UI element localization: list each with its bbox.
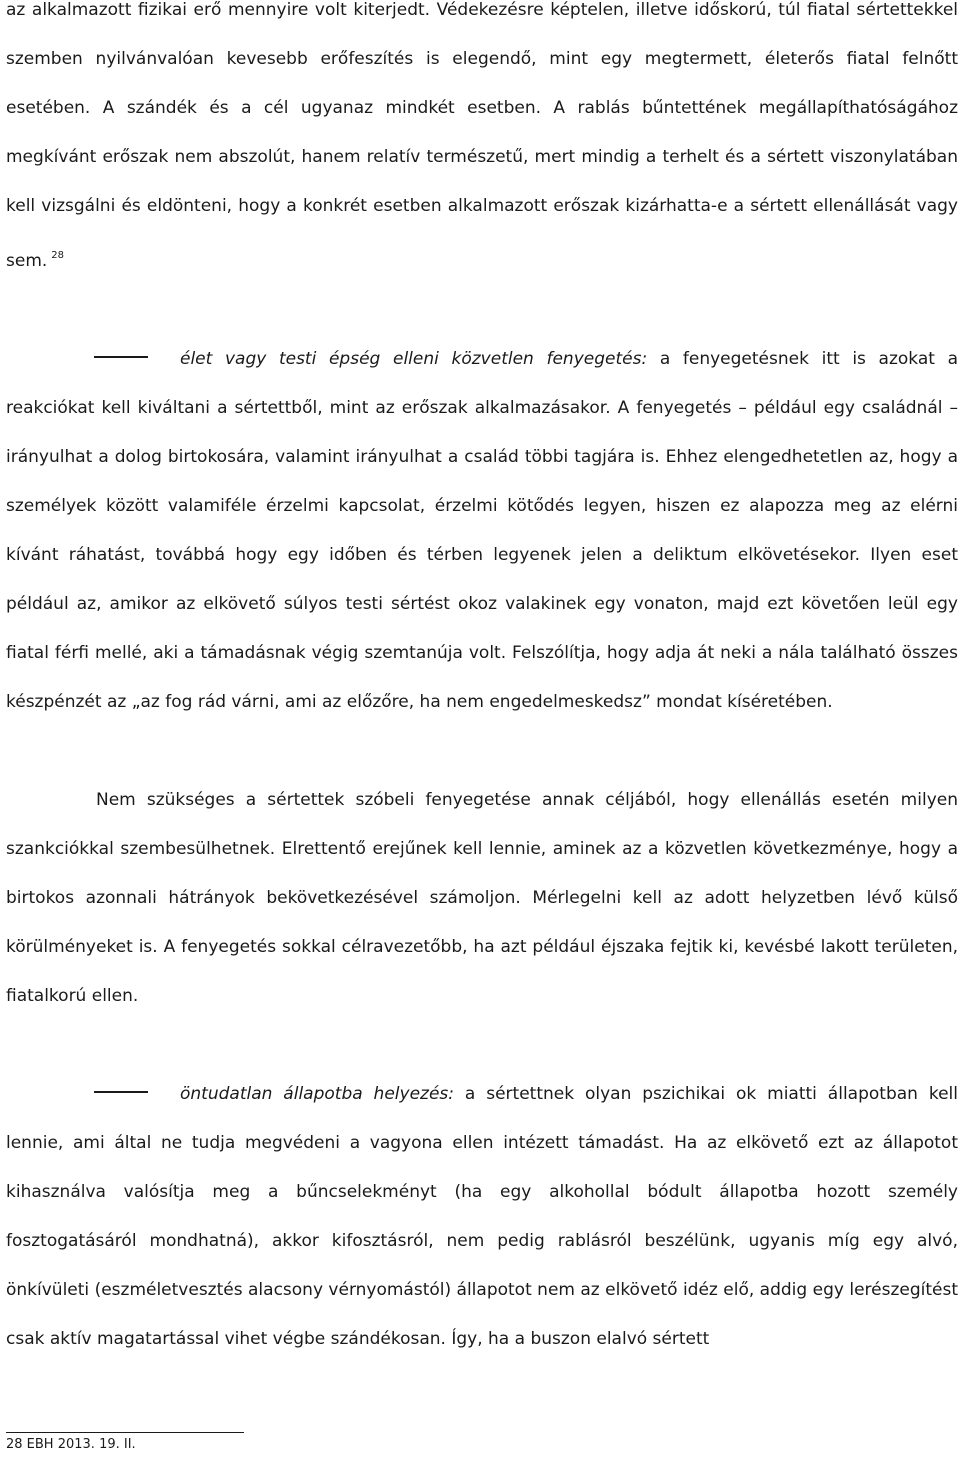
- list-item-threat: [6, 335, 958, 727]
- footnote-reference: 28: [51, 250, 65, 261]
- paragraph-force-text: az alkalmazott fizikai erő mennyire volt kiterjedt. Védekezésre képtelen, illetve időskorú, túl fiatal sértettekkel szemben nyilvánvalóan kevesebb erőfeszítés is elegendő, mint egy megtermett, életerős fiatal felnőtt esetében. A szándék és a cél ugyanaz mindkét esetben. A rablás bűntettének megállapíthatóságához megkívánt erőszak nem abszolút, hanem relatív természetű, mert mindig a terhelt és a sértett viszonylatában kell vizsgálni és eldönteni, hogy a konkrét esetben alkalmazott erőszak kizárhatta-e a sértett ellenállását vagy sem.: [6, 0, 958, 271]
- em-dash-bullet: [94, 1091, 148, 1093]
- list-item-unconscious-term: öntudatlan állapotba helyezés:: [180, 1084, 455, 1104]
- footnote-divider: [6, 1432, 244, 1433]
- document-page: [6, 0, 958, 1364]
- list-item-unconscious-text: a sértettnek olyan pszichikai ok miatti állapotban kell lennie, ami által ne tudja megvédeni a vagyona ellen intézett támadást. Ha az elkövető ezt az állapotot kihasználva valósítja meg a bűncselekményt (ha egy alkohollal bódult állapotba hozott személy fosztogatásáról mondhatná), akkor kifosztásról, nem pedig rablásról beszélünk, ugyanis míg egy alvó, önkívületi (eszméletvesztés alacsony vérnyomástól) állapotot nem az elkövető idéz elő, addig egy lerészegítést csak aktív magatartással vihet végbe szándékosan. Így, ha a buszon elalvó sértett: [6, 1084, 958, 1349]
- list-item-threat-text: a fenyegetésnek itt is azokat a reakciókat kell kiváltani a sértettből, mint az erőszak alkalmazásakor. A fenyegetés – például egy családnál – irányulhat a dolog birtokosára, valamint irányulhat a család többi tagjára is. Ehhez elengedhetetlen az, hogy a személyek között valamiféle érzelmi kapcsolat, érzelmi kötődés legyen, hiszen ez alapozza meg az elérni kívánt ráhatást, továbbá hogy egy időben és térben legyenek jelen a deliktum elkövetésekor. Ilyen eset például az, amikor az elkövető súlyos testi sértést okoz valakinek egy vonaton, majd ezt követően leül egy fiatal férfi mellé, aki a támadásnak végig szemtanúja volt. Felszólítja, hogy adja át neki a nála található összes készpénzét az „az fog rád várni, ami az előzőre, ha nem engedelmeskedsz” mondat kíséretében.: [6, 349, 958, 712]
- footnote: 28 EBH 2013. 19. II.: [6, 1437, 136, 1452]
- paragraph-force: [6, 0, 958, 286]
- paragraph-intimidation: Nem szükséges a sértettek szóbeli fenyegetése annak céljából, hogy ellenállás esetén milyen szankciókkal szembesülhetnek. Elrettentő erejűnek kell lennie, aminek az a közvetlen következménye, hogy a birtokos azonnali hátrányok bekövetkezésével számoljon. Mérlegelni kell az adott helyzetben lévő külső körülményeket is. A fenyegetés sokkal célravezetőbb, ha azt például éjszaka fejtik ki, kevésbé lakott területen, fiatalkorú ellen.: [6, 790, 958, 1006]
- list-item-threat-term: élet vagy testi épség elleni közvetlen fenyegetés:: [180, 349, 648, 369]
- list-item-unconscious: [6, 1070, 958, 1364]
- em-dash-bullet: [94, 356, 148, 358]
